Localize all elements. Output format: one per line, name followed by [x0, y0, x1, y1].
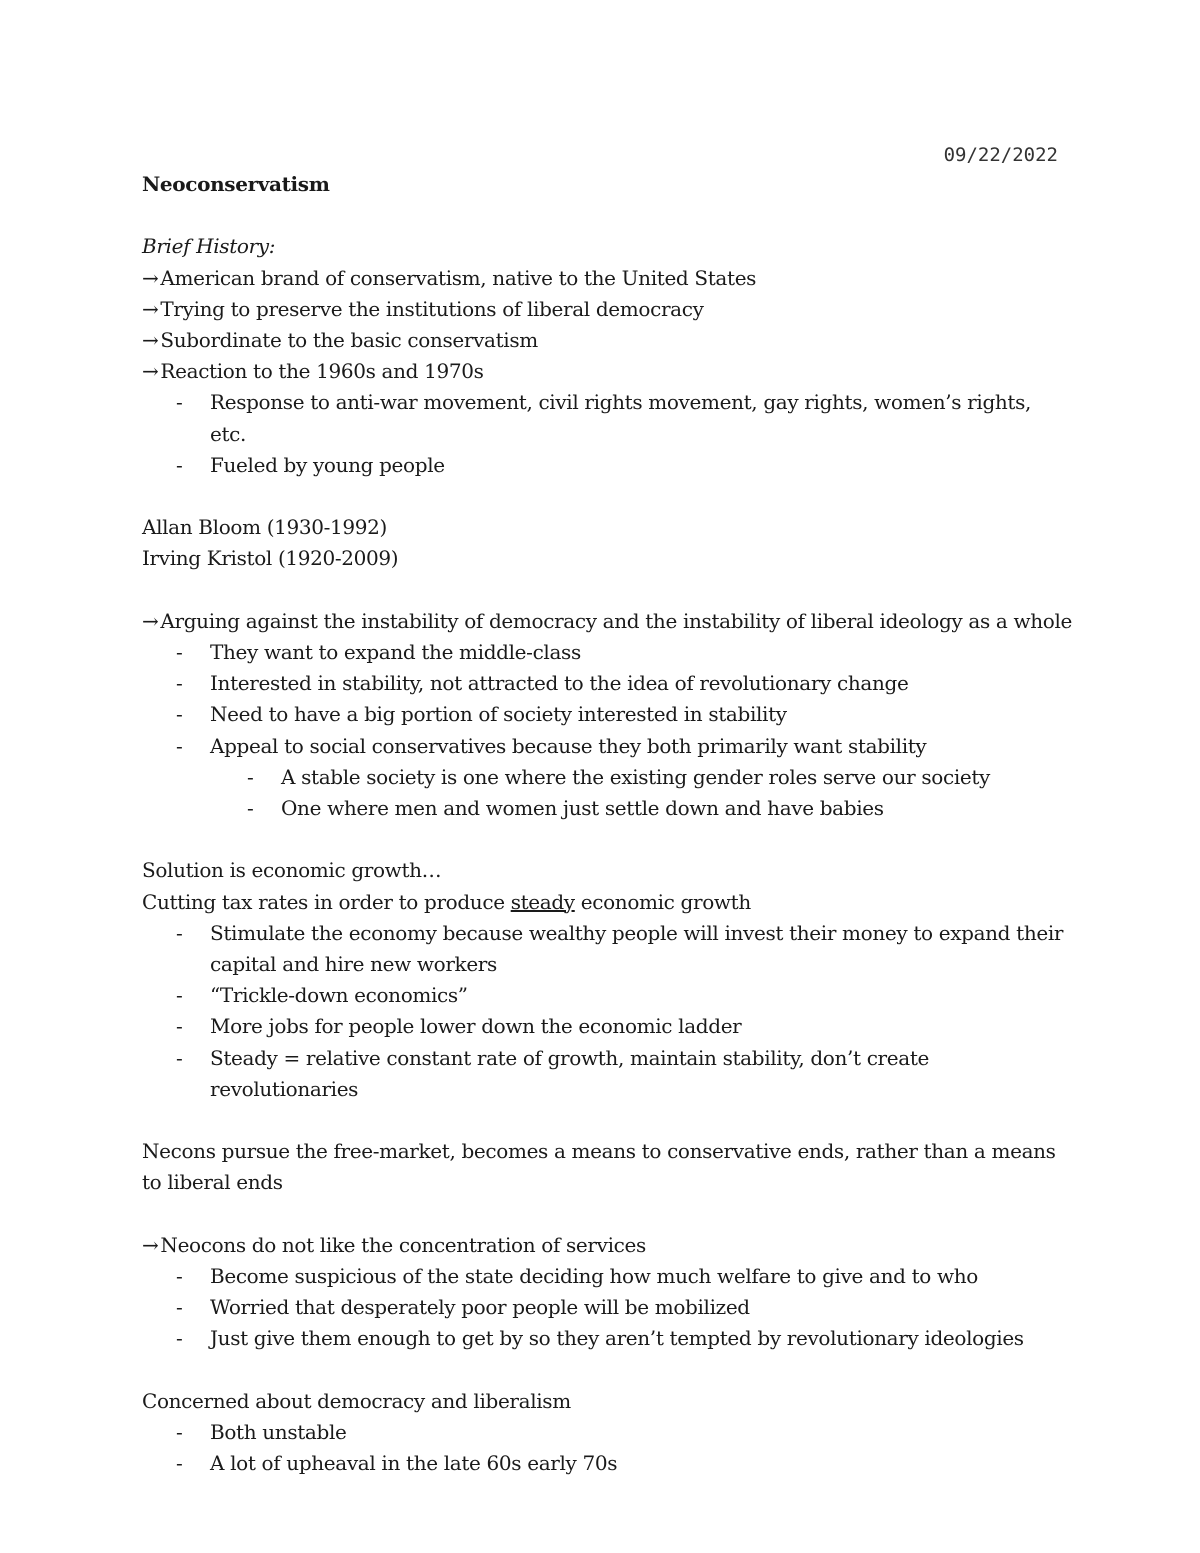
- dash-bullet: -: [247, 796, 254, 821]
- arrow-item: → American brand of conservatism, native to the United States: [142, 265, 757, 290]
- bullet-item: - They want to expand the middle-class: [142, 637, 1072, 668]
- arrow-icon: →: [142, 608, 159, 633]
- bullet-item: - Appeal to social conservatives because they both primarily want stability: [142, 731, 1072, 762]
- brief-history-heading: Brief History:: [142, 234, 276, 259]
- spacer: [142, 1355, 1072, 1386]
- bullet-item: - Need to have a big portion of society interested in stability: [142, 699, 1072, 730]
- free-market-paragraph: Necons pursue the free-market, becomes a means to conservative ends, rather than a means to liberal ends: [142, 1139, 1056, 1195]
- arrow-icon: →: [142, 296, 159, 321]
- dash-bullet: -: [176, 671, 183, 696]
- arrow-item: → Neocons do not like the concentration of services: [142, 1232, 646, 1257]
- bullet-item: - Just give them enough to get by so they aren’t tempted by revolutionary ideologies: [142, 1323, 1072, 1354]
- thinker-irving-kristol: Irving Kristol (1920-2009): [142, 546, 399, 571]
- arrow-item: → Subordinate to the basic conservatism: [142, 328, 538, 352]
- sub-bullet-item: - One where men and women just settle down and have babies: [142, 793, 1072, 824]
- underlined-word: steady: [510, 889, 575, 914]
- bullet-item: - More jobs for people lower down the economic ladder: [142, 1011, 1072, 1042]
- sub-bullet-item: - A stable society is one where the existing gender roles serve our society: [142, 762, 1072, 793]
- spacer: [142, 575, 1072, 606]
- dash-bullet: -: [176, 1326, 183, 1351]
- spacer: [142, 824, 1072, 855]
- arrow-icon: →: [142, 328, 159, 352]
- dash-bullet: -: [247, 764, 254, 789]
- bullet-item: - Response to anti-war movement, civil rights movement, gay rights, women’s rights, etc.: [142, 387, 1072, 449]
- dash-bullet: -: [176, 1264, 183, 1289]
- bullet-item: - Become suspicious of the state deciding how much welfare to give and to who: [142, 1261, 1072, 1292]
- bullet-item: - Stimulate the economy because wealthy people will invest their money to expand their capital and hire new workers: [142, 918, 1072, 980]
- arrow-icon: →: [142, 359, 159, 384]
- bullet-item: - “Trickle-down economics”: [142, 980, 1072, 1011]
- arrow-icon: →: [142, 1232, 159, 1257]
- dash-bullet: -: [176, 920, 183, 945]
- dash-bullet: -: [176, 983, 183, 1008]
- bullet-item: - A lot of upheaval in the late 60s early 70s: [142, 1448, 1072, 1479]
- thinker-allan-bloom: Allan Bloom (1930-1992): [142, 515, 388, 540]
- spacer: [142, 1105, 1072, 1136]
- bullet-item: - Worried that desperately poor people will be mobilized: [142, 1292, 1072, 1323]
- bullet-item: - Steady = relative constant rate of growth, maintain stability, don’t create revolutionaries: [142, 1043, 1072, 1105]
- bullet-item: - Both unstable: [142, 1417, 1072, 1448]
- growth-tax-line: Cutting tax rates in order to produce steady economic growth: [142, 889, 751, 914]
- dash-bullet: -: [176, 1045, 183, 1070]
- spacer: [142, 200, 1072, 231]
- dash-bullet: -: [176, 733, 183, 758]
- arrow-item: → Trying to preserve the institutions of liberal democracy: [142, 296, 704, 321]
- document-body: [142, 169, 1072, 1479]
- arrow-item: → Arguing against the instability of democracy and the instability of liberal ideology as a whole: [142, 608, 1072, 633]
- dash-bullet: -: [176, 1451, 183, 1476]
- bullet-item: - Fueled by young people: [142, 450, 1072, 481]
- dash-bullet: -: [176, 1420, 183, 1445]
- dash-bullet: -: [176, 390, 183, 415]
- spacer: [142, 1199, 1072, 1230]
- dash-bullet: -: [176, 1014, 183, 1039]
- dash-bullet: -: [176, 452, 183, 477]
- dash-bullet: -: [176, 1295, 183, 1320]
- growth-solution: Solution is economic growth…: [142, 858, 442, 883]
- arrow-item: → Reaction to the 1960s and 1970s: [142, 359, 484, 384]
- dash-bullet: -: [176, 702, 183, 727]
- bullet-item: - Interested in stability, not attracted to the idea of revolutionary change: [142, 668, 1072, 699]
- spacer: [142, 481, 1072, 512]
- document-title: Neoconservatism: [142, 172, 330, 196]
- democracy-heading: Concerned about democracy and liberalism: [142, 1388, 571, 1413]
- arrow-icon: →: [142, 265, 159, 290]
- dash-bullet: -: [176, 640, 183, 664]
- date-label: 09/22/2022: [943, 144, 1058, 166]
